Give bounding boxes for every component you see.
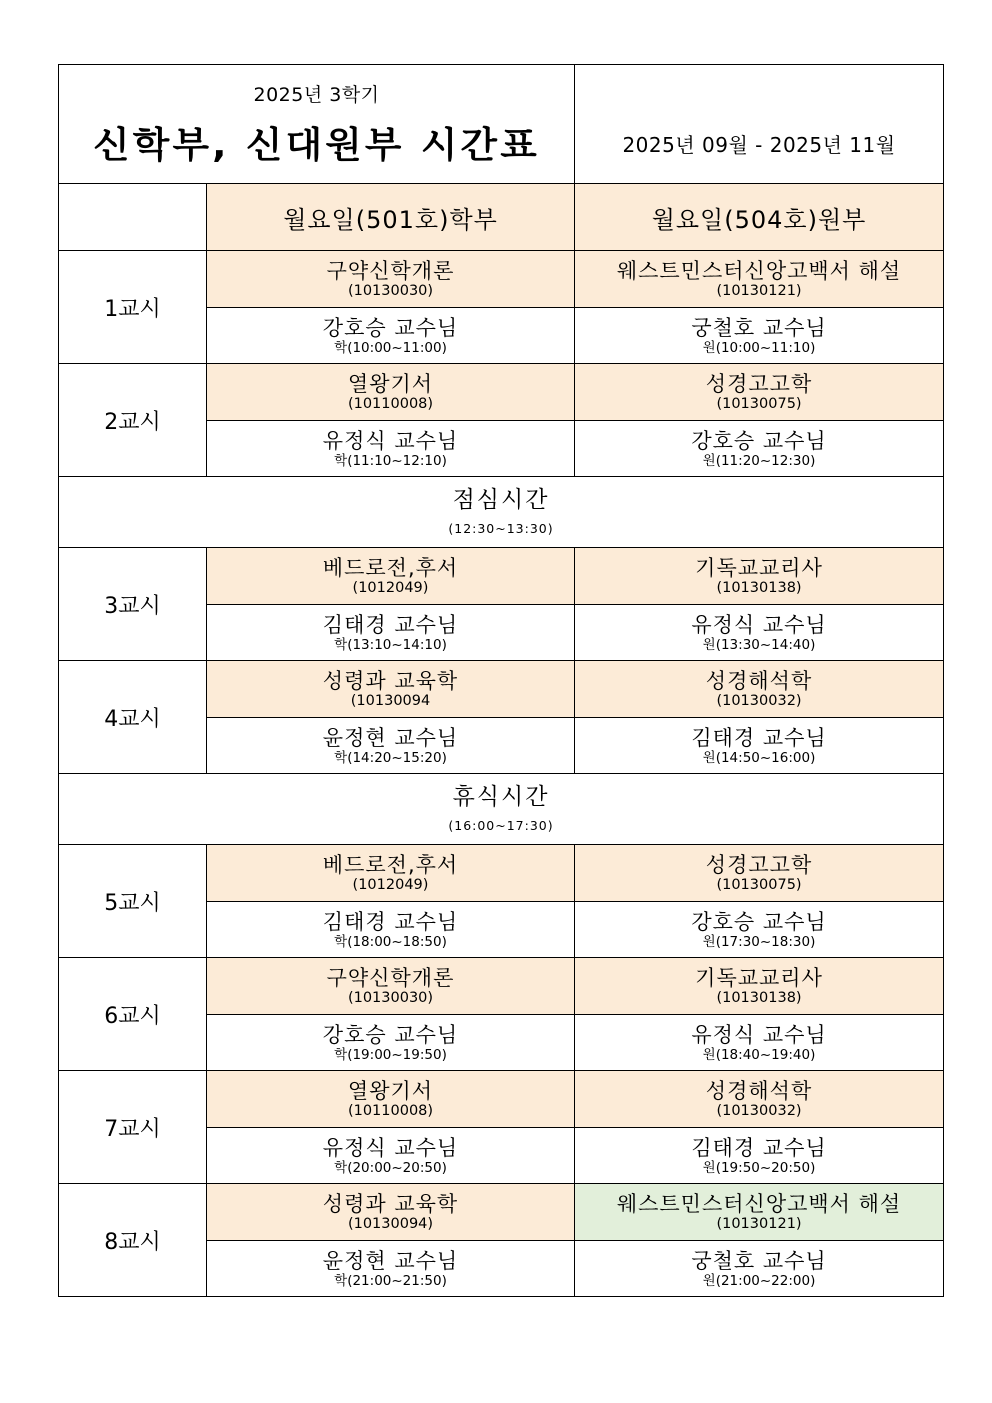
subject-name: 열왕기서: [347, 371, 434, 396]
corner-cell: [59, 184, 207, 251]
professor-name: 강호승 교수님: [691, 428, 827, 453]
class-time: 원(18:40~19:40): [702, 1046, 816, 1063]
period-row-subject: [59, 251, 944, 308]
period-row-subject: [59, 364, 944, 421]
course-code: (10130075): [716, 395, 802, 412]
course-code: (10130032): [716, 1102, 802, 1119]
subject-name: 성경고고학: [705, 371, 813, 396]
period-label: 3교시: [59, 548, 207, 661]
professor-name: 윤정현 교수님: [322, 1248, 459, 1273]
column-header-row: [59, 184, 944, 251]
period-row-subject: [59, 661, 944, 718]
period-row-subject: [59, 845, 944, 902]
professor-cell-left: [207, 902, 575, 958]
class-time: 학(21:00~21:50): [334, 1272, 447, 1289]
professor-cell-right: [575, 902, 944, 958]
period-row-subject: [59, 1071, 944, 1128]
class-time: 학(18:00~18:50): [334, 933, 447, 950]
period-row-subject: [59, 958, 944, 1015]
rest-break-cell: [59, 774, 944, 845]
page-title: 신학부, 신대원부 시간표: [93, 125, 540, 166]
professor-cell-left: [207, 308, 575, 364]
professor-name: 유정식 교수님: [322, 428, 459, 453]
professor-cell-right: [575, 1128, 944, 1184]
subject-name: 기독교교리사: [695, 965, 823, 990]
course-code: (10110008): [347, 1102, 434, 1119]
professor-cell-left: [207, 421, 575, 477]
period-row-subject: [59, 548, 944, 605]
lunch-break-cell: [59, 477, 944, 548]
subject-name: 기독교교리사: [695, 555, 823, 580]
course-code: (10130032): [716, 692, 802, 709]
class-time: 학(20:00~20:50): [334, 1159, 447, 1176]
class-time: 학(11:10~12:10): [334, 452, 447, 469]
subject-cell-right: [575, 251, 944, 308]
rest-break-row: [59, 774, 944, 845]
class-time: 학(13:10~14:10): [334, 636, 447, 653]
subject-name: 성령과 교육학: [322, 668, 459, 693]
course-code: (10130138): [716, 579, 802, 596]
title-cell: [59, 65, 575, 184]
period-label: 5교시: [59, 845, 207, 958]
professor-cell-right: [575, 421, 944, 477]
subject-cell-right: [575, 845, 944, 902]
professor-name: 강호승 교수님: [322, 315, 459, 340]
subject-name: 열왕기서: [347, 1078, 434, 1103]
subject-cell-left: [207, 845, 575, 902]
professor-name: 김태경 교수님: [322, 612, 459, 637]
column-header-right: 월요일(504호)원부: [575, 184, 944, 251]
subject-name: 구약신학개론: [326, 258, 455, 283]
professor-name: 강호승 교수님: [691, 909, 827, 934]
professor-name: 윤정현 교수님: [322, 725, 459, 750]
course-code: (1012049): [352, 876, 429, 893]
subject-cell-right: [575, 661, 944, 718]
subject-cell-left: [207, 548, 575, 605]
period-label: 4교시: [59, 661, 207, 774]
professor-cell-left: [207, 1241, 575, 1297]
professor-cell-right: [575, 308, 944, 364]
subject-name: 구약신학개론: [326, 965, 455, 990]
professor-name: 유정식 교수님: [322, 1135, 459, 1160]
period-range: 2025년 09월 - 2025년 11월: [575, 65, 944, 184]
subject-name: 웨스트민스터신앙고백서 해설: [616, 258, 902, 283]
timetable: [58, 64, 944, 1297]
rest-break-name: 휴식시간: [452, 784, 550, 810]
course-code: (10130094: [350, 692, 431, 709]
lunch-break-name: 점심시간: [452, 487, 550, 513]
subject-cell-left: [207, 661, 575, 718]
subject-name: 성경해석학: [705, 1078, 813, 1103]
professor-name: 궁철호 교수님: [691, 1248, 827, 1273]
professor-cell-left: [207, 605, 575, 661]
professor-name: 유정식 교수님: [691, 612, 827, 637]
period-label: 8교시: [59, 1184, 207, 1297]
course-code: (10110008): [347, 395, 434, 412]
subject-cell-left: [207, 251, 575, 308]
subject-cell-left: [207, 1184, 575, 1241]
course-code: (10130030): [347, 989, 434, 1006]
period-label: 7교시: [59, 1071, 207, 1184]
course-code: (10130121): [716, 1215, 802, 1232]
period-label: 2교시: [59, 364, 207, 477]
column-header-left: 월요일(501호)학부: [207, 184, 575, 251]
subject-name: 성령과 교육학: [322, 1191, 459, 1216]
period-row-subject: [59, 1184, 944, 1241]
subject-cell-left: [207, 958, 575, 1015]
professor-cell-right: [575, 605, 944, 661]
professor-cell-right: [575, 718, 944, 774]
professor-cell-left: [207, 1015, 575, 1071]
subject-cell-left: [207, 1071, 575, 1128]
subject-name: 베드로전,후서: [322, 555, 459, 580]
lunch-break-time: (12:30~13:30): [448, 521, 554, 536]
class-time: 원(21:00~22:00): [702, 1272, 816, 1289]
subject-cell-right: [575, 364, 944, 421]
class-time: 원(19:50~20:50): [702, 1159, 816, 1176]
course-code: (10130138): [716, 989, 802, 1006]
class-time: 원(10:00~11:10): [702, 339, 816, 356]
professor-name: 유정식 교수님: [691, 1022, 827, 1047]
professor-name: 김태경 교수님: [691, 1135, 827, 1160]
period-label: 6교시: [59, 958, 207, 1071]
class-time: 학(19:00~19:50): [334, 1046, 447, 1063]
professor-cell-left: [207, 1128, 575, 1184]
course-code: (10130121): [716, 282, 802, 299]
subject-cell-right: [575, 1071, 944, 1128]
professor-name: 김태경 교수님: [691, 725, 827, 750]
subject-name: 성경고고학: [705, 852, 813, 877]
class-time: 원(13:30~14:40): [702, 636, 816, 653]
term-label: 2025년 3학기: [253, 84, 380, 106]
lunch-break-row: [59, 477, 944, 548]
class-time: 학(14:20~15:20): [334, 749, 447, 766]
class-time: 원(14:50~16:00): [702, 749, 816, 766]
class-time: 원(17:30~18:30): [702, 933, 816, 950]
course-code: (10130094): [347, 1215, 434, 1232]
subject-name: 성경해석학: [705, 668, 813, 693]
class-time: 원(11:20~12:30): [702, 452, 816, 469]
course-code: (10130030): [347, 282, 434, 299]
professor-name: 김태경 교수님: [322, 909, 459, 934]
period-label: 1교시: [59, 251, 207, 364]
subject-name: 베드로전,후서: [322, 852, 459, 877]
rest-break-time: (16:00~17:30): [448, 818, 554, 833]
class-time: 학(10:00~11:00): [334, 339, 447, 356]
professor-cell-left: [207, 718, 575, 774]
course-code: (1012049): [352, 579, 429, 596]
professor-cell-right: [575, 1015, 944, 1071]
professor-cell-right: [575, 1241, 944, 1297]
professor-name: 강호승 교수님: [322, 1022, 459, 1047]
subject-name: 웨스트민스터신앙고백서 해설: [616, 1191, 902, 1216]
professor-name: 궁철호 교수님: [691, 315, 827, 340]
title-row: [59, 65, 944, 184]
course-code: (10130075): [716, 876, 802, 893]
subject-cell-right: [575, 1184, 944, 1241]
subject-cell-right: [575, 958, 944, 1015]
subject-cell-right: [575, 548, 944, 605]
subject-cell-left: [207, 364, 575, 421]
